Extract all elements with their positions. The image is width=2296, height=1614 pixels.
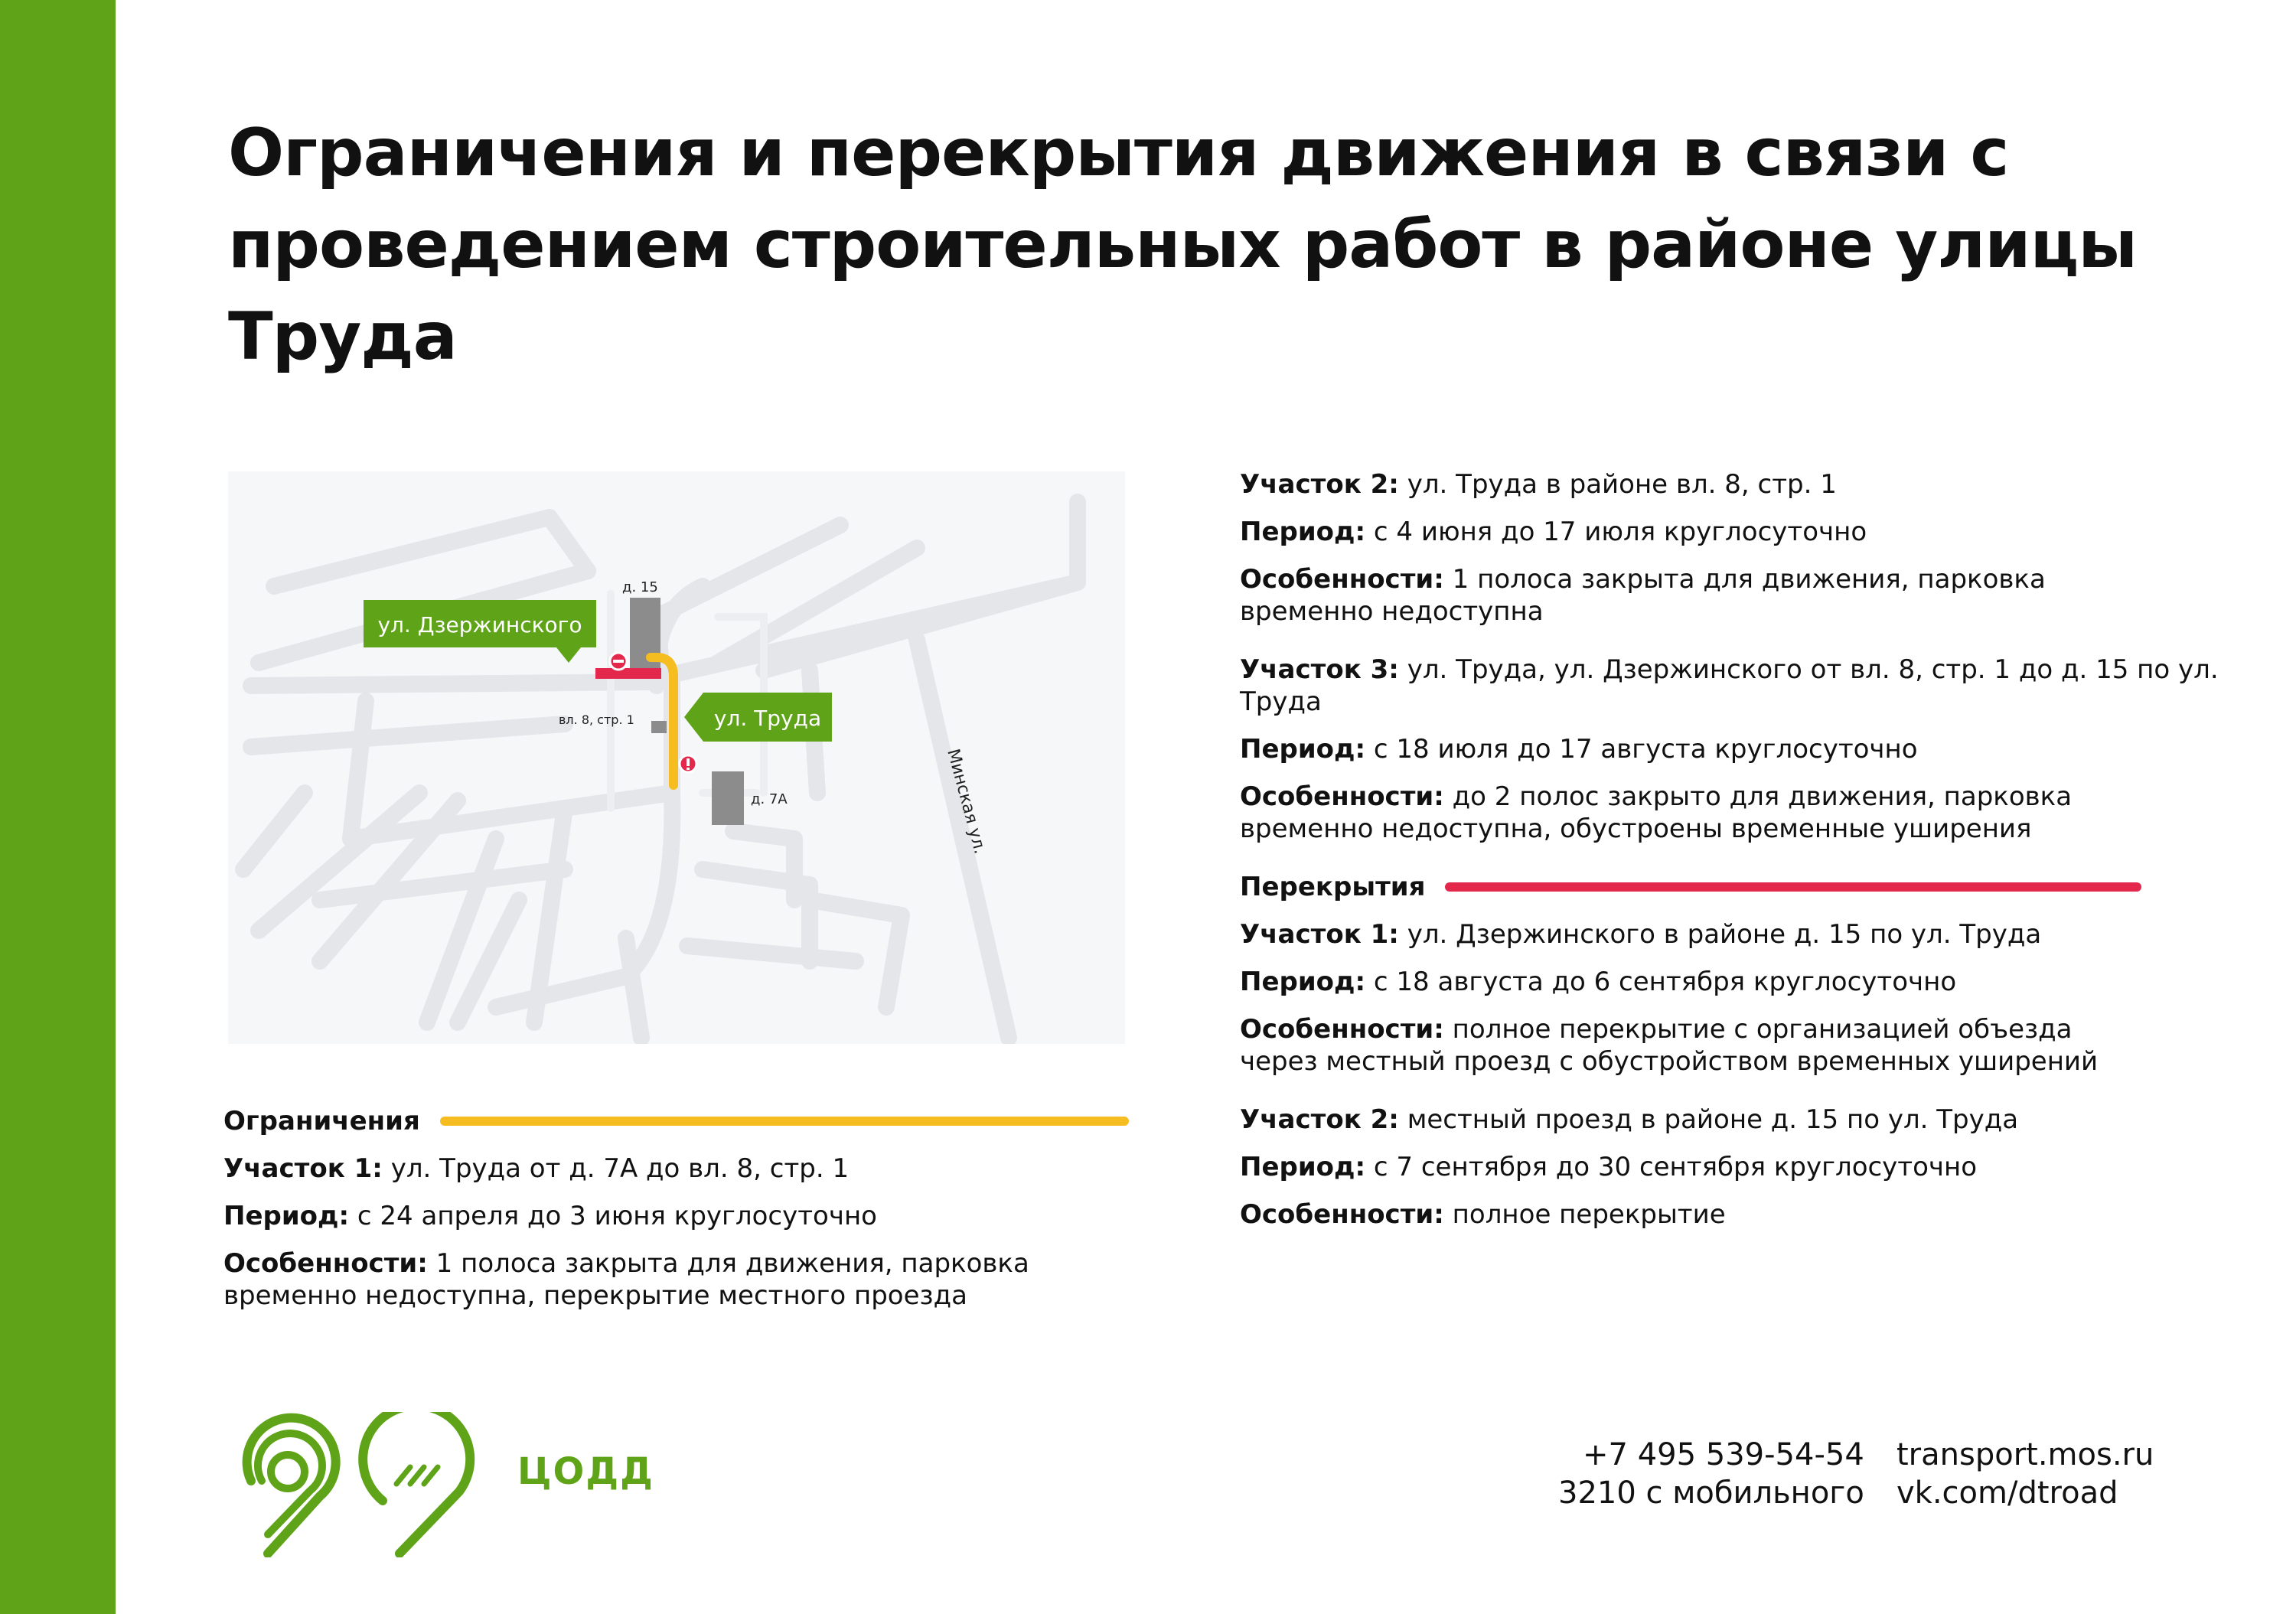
restriction-2-features: Особенности: 1 полоса закрыта для движения, парковка временно недоступна [1240, 564, 2046, 627]
closures-heading [1240, 871, 2219, 903]
label-dzerzhinsky-text: ул. Дзержинского [377, 612, 582, 637]
label-truda-text: ул. Труда [713, 706, 822, 731]
org-name: ЦОДД [517, 1450, 654, 1493]
restriction-3-section: Участок 3: ул. Труда, ул. Дзержинского от вл. 8, стр. 1 до д. 15 по ул. Труда [1240, 654, 2219, 717]
closure-1-period: Период: с 18 августа до 6 сентября круглосуточно [1240, 967, 1957, 997]
closure-legend-line [1445, 882, 2141, 892]
closure-2-features: Особенности: полное перекрытие [1240, 1199, 1726, 1230]
closure-1-features: Особенности: полное перекрытие с организацией объезда через местный проезд с обустройством временных уширений [1240, 1014, 2099, 1077]
map-svg [228, 471, 1125, 1044]
closure-2-section: Участок 2: местный проезд в районе д. 15 по ул. Труда [1240, 1104, 2019, 1135]
closure-1-section: Участок 1: ул. Дзержинского в районе д. 15 по ул. Труда [1240, 919, 2042, 950]
restriction-1-section: Участок 1: ул. Труда от д. 7А до вл. 8, стр. 1 [223, 1153, 850, 1184]
closure-2-period: Период: с 7 сентября до 30 сентября круглосуточно [1240, 1152, 1978, 1182]
label-minskaya: Минская ул. [943, 747, 990, 856]
building-vl8 [651, 721, 667, 733]
pin-9-logo-icon [247, 1418, 336, 1554]
restriction-3-features: Особенности: до 2 полос закрыто для движения, парковка временно недоступна, обустроены временные уширения [1240, 781, 2073, 844]
green-side-bar [0, 0, 116, 1614]
area-map [228, 471, 1125, 1044]
restrictions-heading-text: Ограничения [223, 1106, 420, 1136]
restriction-1-period: Период: с 24 апреля до 3 июня круглосуточно [223, 1201, 877, 1231]
no-entry-icon [610, 653, 627, 670]
contacts-web [1896, 1436, 2154, 1512]
site-link[interactable]: transport.mos.ru [1896, 1437, 2154, 1472]
right-info-block [1240, 468, 2219, 1246]
contacts-phones [1558, 1436, 1864, 1512]
stop-icon [680, 755, 696, 772]
label-dzerzhinsky [364, 600, 596, 663]
label-d15: д. 15 [622, 579, 658, 595]
pin-road-logo-icon [363, 1412, 470, 1554]
restriction-1-features: Особенности: 1 полоса закрыта для движения, парковка временно недоступна, перекрытие местного проезда [223, 1248, 1029, 1311]
label-d7a: д. 7А [751, 791, 788, 807]
building-d7a [712, 771, 744, 825]
closures-heading-text: Перекрытия [1240, 872, 1426, 902]
footer-logos [230, 1412, 505, 1557]
label-vl8: вл. 8, стр. 1 [559, 712, 634, 727]
restriction-2-section: Участок 2: ул. Труда в районе вл. 8, стр. 1 [1240, 469, 1837, 500]
phone-number: +7 495 539-54-54 [1583, 1437, 1864, 1472]
restriction-3-period: Период: с 18 июля до 17 августа круглосуточно [1240, 734, 1918, 765]
label-truda [684, 693, 832, 742]
restriction-2-period: Период: с 4 июня до 17 июля круглосуточно [1240, 517, 1867, 547]
vk-link[interactable]: vk.com/dtroad [1896, 1475, 2118, 1511]
mobile-number: 3210 с мобильного [1558, 1475, 1864, 1511]
page-title: Ограничения и перекрытия движения в связи с проведением строительных работ в районе улицы Труда [228, 115, 2138, 375]
restrictions-heading [223, 1105, 1142, 1137]
restrictions-block [223, 1105, 1142, 1327]
restriction-legend-line [440, 1117, 1129, 1126]
